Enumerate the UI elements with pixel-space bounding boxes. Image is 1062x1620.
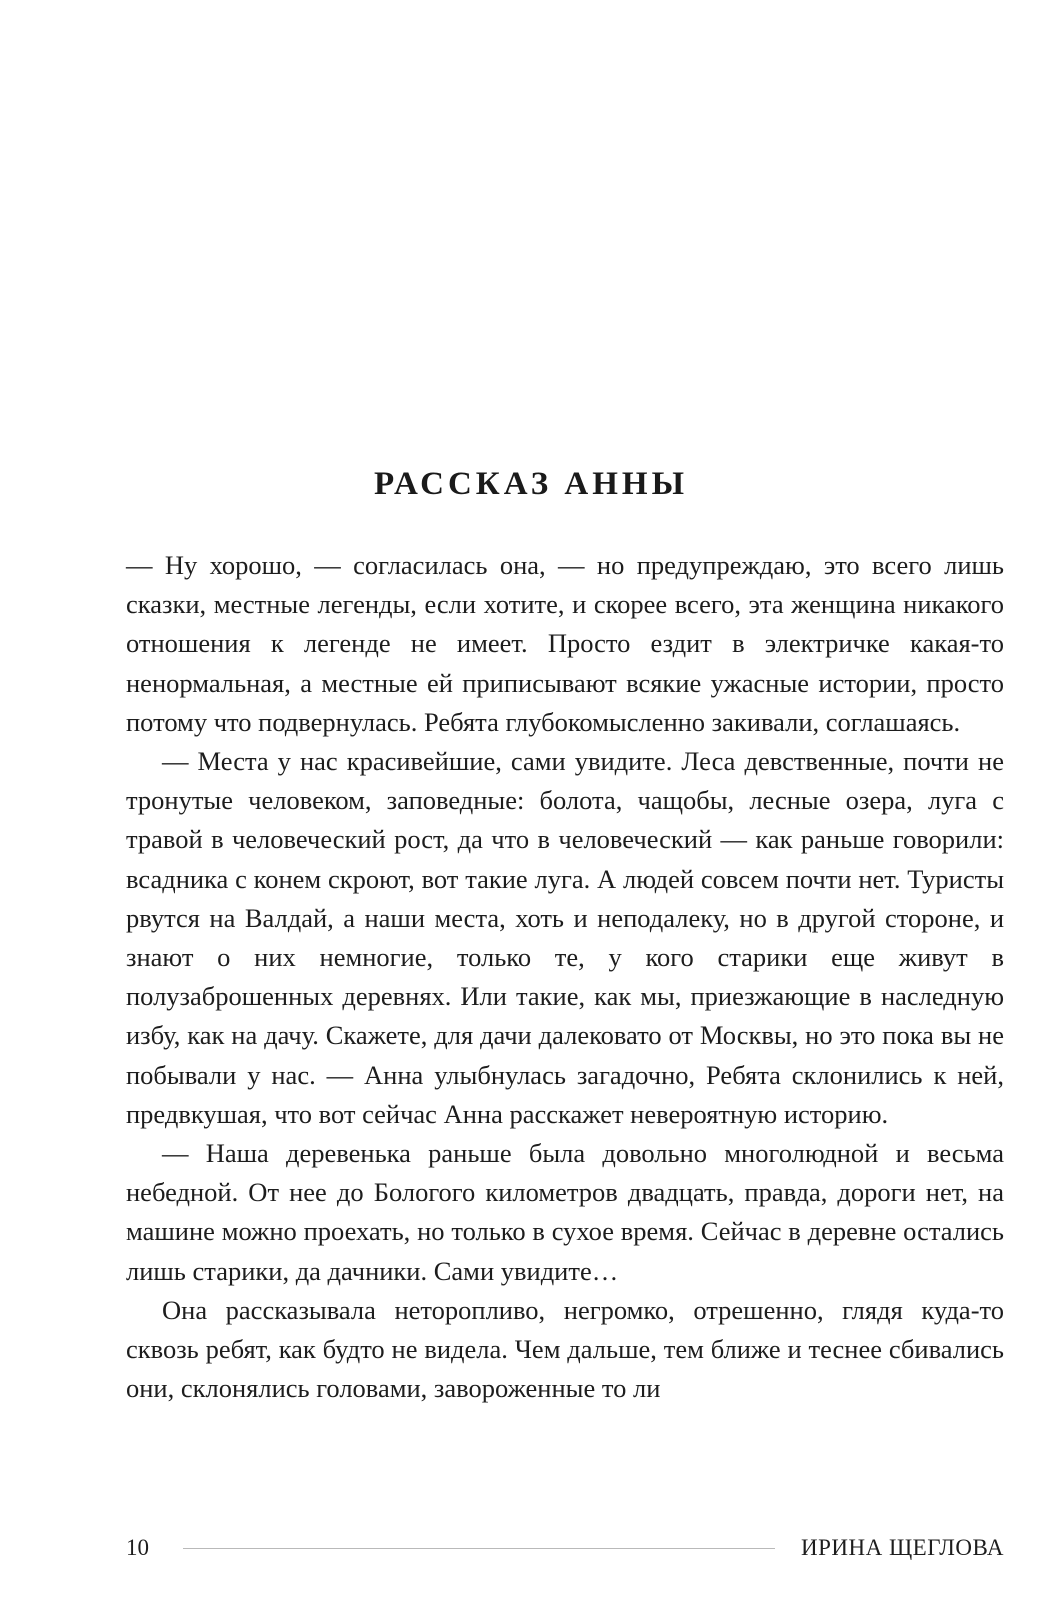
paragraph: Она рассказывала неторопливо, негромко, отрешенно, глядя куда-то сквозь ребят, как будто не видела. Чем дальше, тем ближе и теснее сбивались они, склонялись головами, завороженные то ли (126, 1294, 1004, 1404)
footer-rule (183, 1548, 775, 1549)
page-footer (126, 1532, 1004, 1564)
body-text (126, 546, 1004, 1408)
paragraph: — Наша деревенька раньше была довольно многолюдной и весьма небедной. От нее до Бологого километров двадцать, правда, дороги нет, на машине можно проехать, но только в сухое время. Сейчас в деревне остались лишь старики, да дачники. Сами увидите… (126, 1138, 1004, 1286)
chapter-title: РАССКАЗ АННЫ (374, 466, 688, 502)
paragraph: — Места у нас красивейшие, сами увидите. Леса девственные, почти не тронутые человеком, заповедные: болота, чащобы, лесные озера, луга с травой в человеческий рост, да что в человеческий — как раньше говорили: всадника с конем скроют, вот такие луга. А людей совсем почти нет. Туристы рвутся на Валдай, а наши места, хоть и неподалеку, но в другой стороне, и знают о них немногие, только те, у кого старики еще живут в полузаброшенных деревнях. Или такие, как мы, приезжающие в наследную избу, как на дачу. Скажете, для дачи далековато от Москвы, но это пока вы не побывали у нас. — Анна улыбнулась загадочно, Ребята склонились к ней, предвкушая, что вот сейчас Анна расскажет невероятную историю. (126, 746, 1004, 1129)
running-head-author: ИРИНА ЩЕГЛОВА (800, 1535, 1004, 1560)
paragraph: — Ну хорошо, — согласилась она, — но предупреждаю, это всего лишь сказки, местные легенды, если хотите, и скорее всего, эта женщина никакого отношения к легенде не имеет. Просто ездит в электричке какая-то ненормальная, а местные ей приписывают всякие ужасные истории, просто потому что подвернулась. Ребята глубокомысленно закивали, соглашаясь. (126, 550, 1004, 737)
page-number: 10 (126, 1535, 149, 1560)
